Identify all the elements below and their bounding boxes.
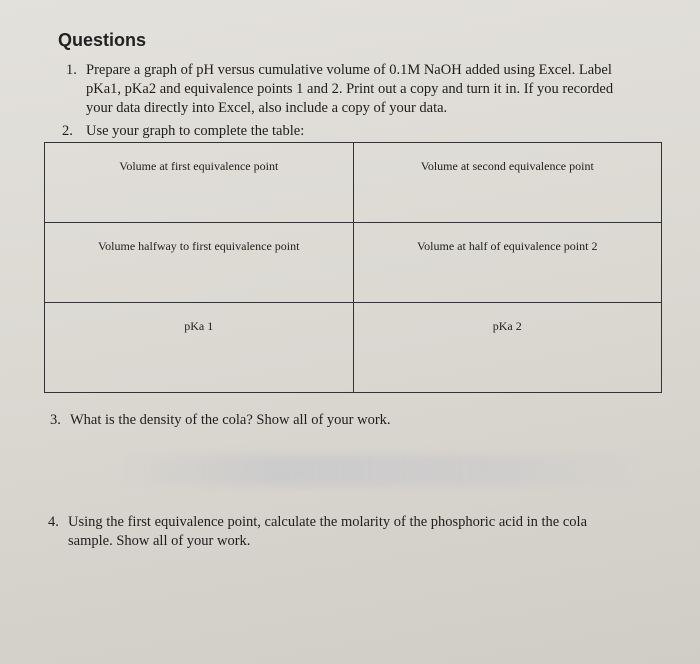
question-3: [50, 411, 470, 431]
question-1: [66, 61, 636, 121]
table-row: [45, 143, 662, 223]
cell-second-equivalence-volume[interactable]: Volume at second equivalence point: [353, 143, 662, 223]
cell-halfway-first-equivalence[interactable]: Volume halfway to first equivalence point: [45, 223, 354, 303]
cell-half-equivalence-2[interactable]: Volume at half of equivalence point 2: [353, 223, 662, 303]
question-2: [62, 122, 362, 142]
cell-pka2[interactable]: pKa 2: [353, 303, 662, 393]
table-row: [45, 223, 662, 303]
question-2-text: Use your graph to complete the table:: [86, 123, 305, 139]
question-3-number: 3.: [50, 412, 61, 428]
question-2-number: 2.: [62, 123, 73, 139]
question-1-number: 1.: [66, 62, 77, 78]
questions-heading: Questions: [58, 30, 147, 50]
cell-first-equivalence-volume[interactable]: Volume at first equivalence point: [45, 143, 354, 223]
question-3-text: What is the density of the cola? Show all of your work.: [70, 412, 391, 428]
question-4-number: 4.: [48, 514, 59, 530]
question-1-text: Prepare a graph of pH versus cumulative volume of 0.1M NaOH added using Excel. Label pKa1, pKa2 and equivalence points 1 and 2. Print out a copy and turn it in. If you recorded your data directly into Excel, also include a copy of your data.: [86, 62, 614, 116]
bleed-through-smudge: [120, 455, 640, 485]
question-4: [48, 513, 648, 553]
cell-pka1[interactable]: pKa 1: [45, 303, 354, 393]
results-table: [44, 142, 662, 393]
question-4-text: Using the first equivalence point, calculate the molarity of the phosphoric acid in the cola sample. Show all of your work.: [68, 514, 588, 549]
table-row: [45, 303, 662, 393]
